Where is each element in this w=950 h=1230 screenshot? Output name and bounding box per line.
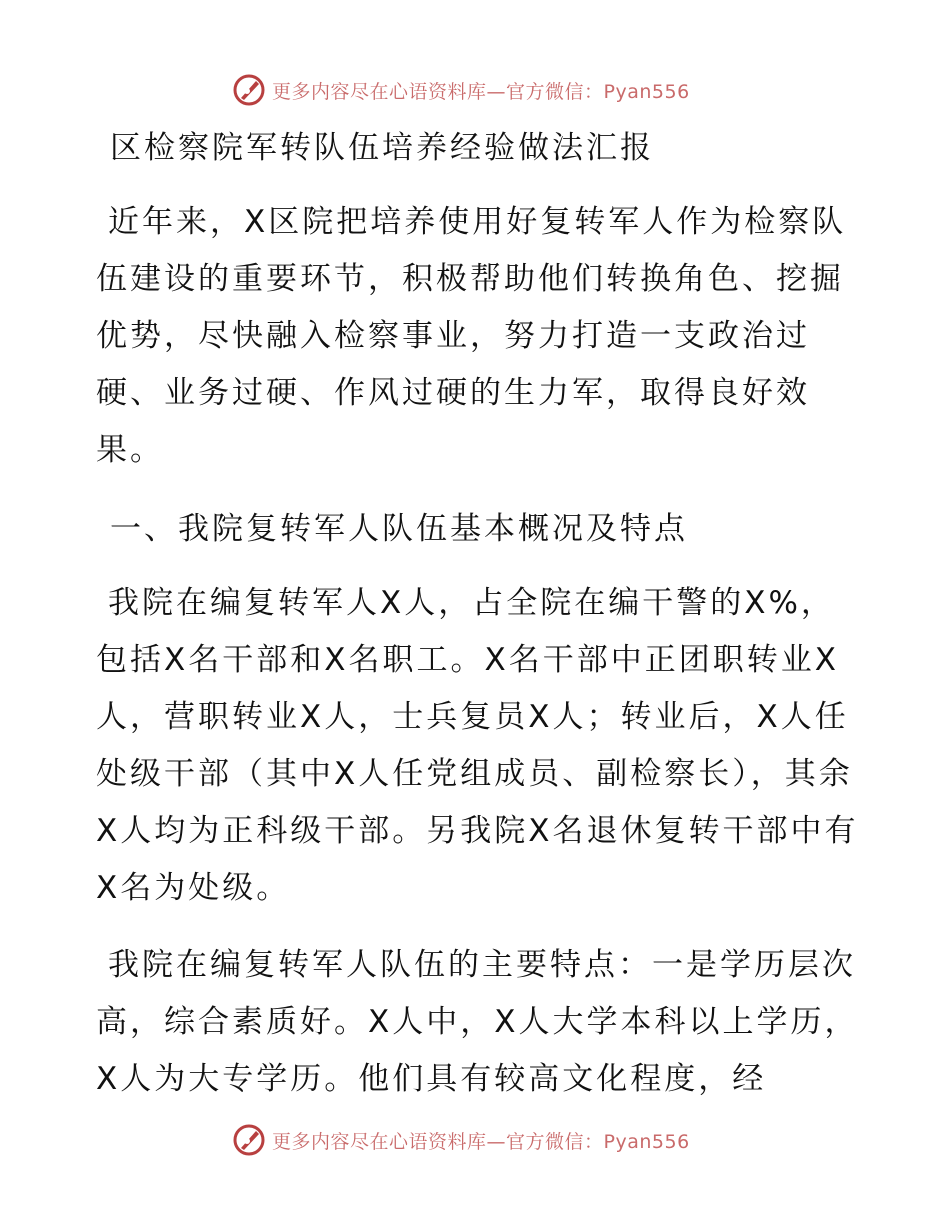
section-heading-1: 一、我院复转军人队伍基本概况及特点 [110, 511, 688, 547]
watermark-banner-top [232, 70, 712, 110]
quill-logo-icon [232, 1123, 266, 1157]
document-body [96, 120, 866, 1108]
watermark-banner-bottom [232, 1120, 712, 1160]
paragraph-overview: 我院在编复转军人X人，占全院在编干警的X%，包括X名干部和X名职工。X名干部中正团职转业X人，营职转业X人，士兵复员X人；转业后，X人任处级干部（其中X人任党组成员、副检察长），其余X人均为正科级干部。另我院X名退休复转干部中有X名为处级。 [96, 585, 859, 906]
quill-logo-icon [232, 73, 266, 107]
banner-text: 更多内容尽在心语资料库—官方微信：Pyan556 [272, 1130, 690, 1153]
paragraph-intro: 近年来，X区院把培养使用好复转军人作为检察队伍建设的重要环节，积极帮助他们转换角色、挖掘优势，尽快融入检察事业，努力打造一支政治过硬、业务过硬、作风过硬的生力军，取得良好效果。 [96, 204, 847, 468]
document-title: 区检察院军转队伍培养经验做法汇报 [110, 130, 654, 166]
banner-text: 更多内容尽在心语资料库—官方微信：Pyan556 [272, 80, 690, 103]
paragraph-characteristics: 我院在编复转军人队伍的主要特点：一是学历层次高，综合素质好。X人中，X人大学本科以上学历，X人为大专学历。他们具有较高文化程度，经 [96, 947, 859, 1097]
